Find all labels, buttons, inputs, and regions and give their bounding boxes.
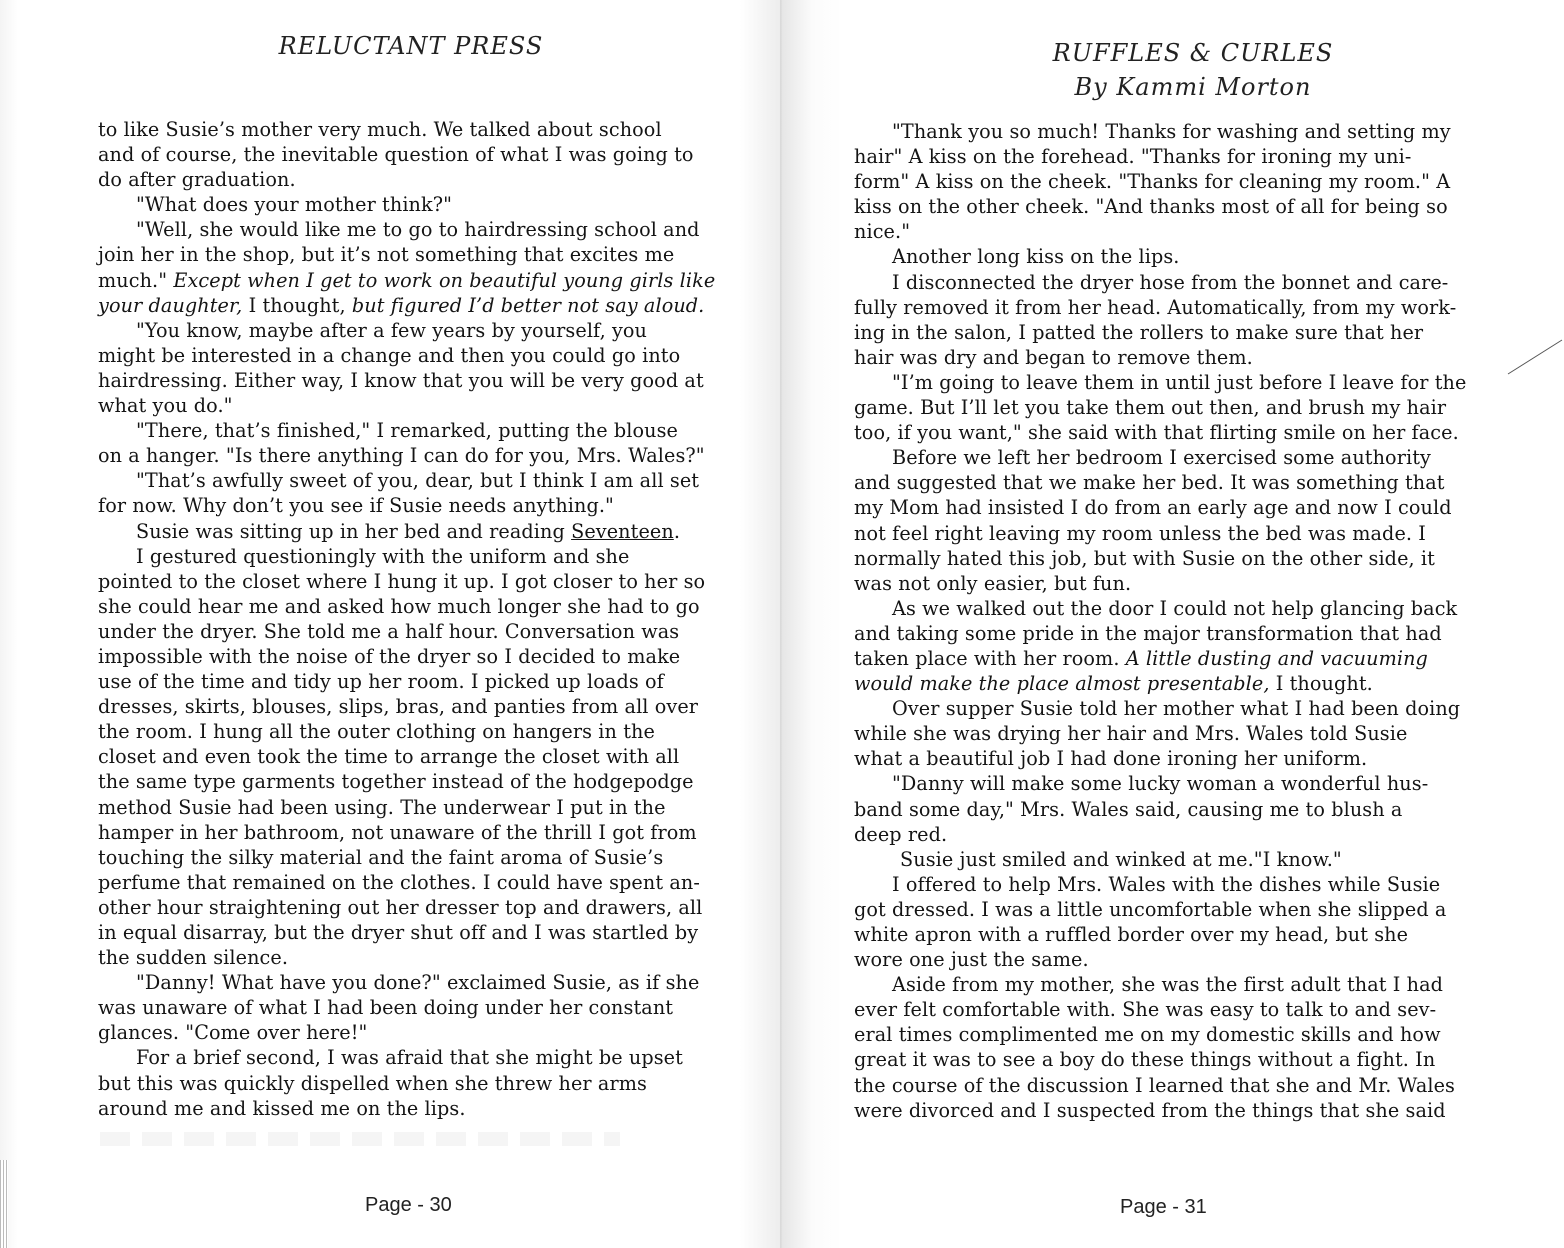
- text-line: Aside from my mother, she was the first adult that I had: [892, 973, 1444, 997]
- running-header: RELUCTANT PRESS: [278, 32, 544, 60]
- text-line: normally hated this job, but with Susie on the other side, it: [854, 546, 1435, 570]
- text-line: I disconnected the dryer hose from the bonnet and care-: [892, 270, 1449, 294]
- text-line: "That’s awfully sweet of you, dear, but I think I am all set: [136, 469, 700, 493]
- text-line: ever felt comfortable with. She was easy to talk to and sev-: [854, 998, 1437, 1022]
- text-line: impossible with the noise of the dryer so I decided to make: [98, 644, 681, 668]
- text-line: pointed to the closet where I hung it up. I got closer to her so: [98, 569, 706, 593]
- text-line: while she was drying her hair and Mrs. Wales told Susie: [854, 722, 1408, 746]
- page-body-text: [854, 119, 1484, 1123]
- text-line: got dressed. I was a little uncomfortable when she slipped a: [854, 897, 1447, 921]
- text-line: perfume that remained on the clothes. I could have spent an-: [98, 870, 700, 894]
- italic-thought: but figured I’d better not say aloud.: [351, 293, 705, 317]
- bleed-through-shadow: [100, 1132, 620, 1146]
- text-line: great it was to see a boy do these things without a fight. In: [854, 1048, 1436, 1072]
- text-line: hair" A kiss on the forehead. "Thanks for ironing my uni-: [854, 145, 1412, 169]
- text-line: wore one just the same.: [854, 948, 1089, 972]
- text-line: I offered to help Mrs. Wales with the dishes while Susie: [892, 872, 1441, 896]
- page-edge-stack: [0, 1160, 8, 1248]
- text-line: what a beautiful job I had done ironing her uniform.: [854, 747, 1368, 771]
- text-line: use of the time and tidy up her room. I picked up loads of: [98, 670, 664, 694]
- text-line: for now. Why don’t you see if Susie needs anything.": [98, 494, 614, 518]
- text-line: band some day," Mrs. Wales said, causing me to blush a: [854, 797, 1403, 821]
- text-line: hamper in her bathroom, not unaware of the thrill I got from: [98, 820, 697, 844]
- text-line: might be interested in a change and then you could go into: [98, 343, 681, 367]
- text-line: the course of the discussion I learned that she and Mr. Wales: [854, 1073, 1456, 1097]
- text-line: closet and even took the time to arrange the closet with all: [98, 745, 680, 769]
- text-line: touching the silky material and the faint aroma of Susie’s: [98, 845, 664, 869]
- text-line: [98, 519, 738, 544]
- text-line: the same type garments together instead of the hodgepodge: [98, 770, 694, 794]
- text-run: Susie was sitting up in her bed and reading: [136, 519, 572, 543]
- text-line: dresses, skirts, blouses, slips, bras, and panties from all over: [98, 695, 699, 719]
- text-line: the sudden silence.: [98, 946, 289, 970]
- text-line: kiss on the other cheek. "And thanks most of all for being so: [854, 195, 1448, 219]
- text-line: my Mom had insisted I do from an early age and now I could: [854, 496, 1452, 520]
- text-line: glances. "Come over here!": [98, 1021, 368, 1045]
- text-line: she could hear me and asked how much longer she had to go: [98, 594, 700, 618]
- text-run: .: [673, 519, 681, 543]
- text-line: the room. I hung all the outer clothing on hangers in the: [98, 720, 655, 744]
- text-line: Over supper Susie told her mother what I had been doing: [892, 697, 1461, 721]
- text-line: As we walked out the door I could not help glancing back: [892, 596, 1458, 620]
- text-line: "Well, she would like me to go to hairdressing school and: [136, 218, 700, 242]
- text-line: nice.": [854, 220, 911, 244]
- text-line: but this was quickly dispelled when she threw her arms: [98, 1071, 647, 1095]
- text-line: form" A kiss on the cheek. "Thanks for cleaning my room." A: [854, 170, 1451, 194]
- page-number: Page - 31: [1120, 1196, 1207, 1218]
- page-number: Page - 30: [365, 1194, 452, 1216]
- author-byline: By Kammi Morton: [1074, 73, 1312, 101]
- text-run: I thought.: [1275, 672, 1373, 696]
- text-line: Another long kiss on the lips.: [892, 245, 1180, 269]
- italic-thought: A little dusting and vacuuming: [1125, 646, 1428, 670]
- text-line: [98, 293, 738, 318]
- text-line: was not only easier, but fun.: [854, 571, 1132, 595]
- text-line: [854, 646, 1484, 671]
- text-line: in equal disarray, but the dryer shut off and I was startled by: [98, 921, 699, 944]
- text-line: Before we left her bedroom I exercised some authority: [892, 446, 1431, 470]
- text-line: hair was dry and began to remove them.: [854, 345, 1253, 369]
- text-line: "Danny! What have you done?" exclaimed Susie, as if she: [136, 971, 700, 995]
- text-line: deep red.: [854, 822, 948, 846]
- text-line: to like Susie’s mother very much. We talked about school: [98, 118, 662, 141]
- text-line: and taking some pride in the major transformation that had: [854, 621, 1442, 645]
- page-body-text: [98, 117, 738, 1121]
- text-run: taken place with her room.: [854, 646, 1126, 670]
- text-line: game. But I’ll let you take them out then, and brush my hair: [854, 396, 1447, 420]
- text-line: "What does your mother think?": [136, 193, 453, 217]
- text-run: I thought,: [248, 293, 352, 317]
- italic-thought: Except when I get to work on beautiful young girls like: [173, 268, 716, 292]
- text-line: was unaware of what I had been doing under her constant: [98, 996, 674, 1020]
- text-line: fully removed it from her head. Automatically, from my work-: [854, 295, 1457, 319]
- text-line: eral times complimented me on my domestic skills and how: [854, 1023, 1441, 1047]
- text-run: much.": [98, 268, 174, 292]
- text-line: "There, that’s finished," I remarked, putting the blouse: [136, 419, 678, 443]
- text-line: do after graduation.: [98, 168, 296, 192]
- text-line: [854, 671, 1484, 696]
- italic-thought: would make the place almost presentable,: [854, 672, 1276, 696]
- text-line: "You know, maybe after a few years by yourself, you: [136, 318, 648, 342]
- text-line: not feel right leaving my room unless the bed was made. I: [854, 521, 1426, 545]
- magazine-title: Seventeen: [571, 519, 674, 543]
- text-line: [98, 268, 738, 293]
- text-line: and of course, the inevitable question of what I was going to: [98, 143, 694, 167]
- text-line: and suggested that we make her bed. It was something that: [854, 471, 1445, 495]
- running-header: [822, 36, 1564, 104]
- text-line: Susie just smiled and winked at me."I know.": [900, 847, 1342, 871]
- text-line: white apron with a ruffled border over my head, but she: [854, 923, 1409, 946]
- text-line: on a hanger. "Is there anything I can do for you, Mrs. Wales?": [98, 444, 705, 468]
- text-line: I gestured questioningly with the uniform and she: [136, 544, 630, 568]
- right-page: [782, 0, 1564, 1248]
- text-line: join her in the shop, but it’s not something that excites me: [98, 243, 675, 267]
- text-line: other hour straightening out her dresser top and drawers, all: [98, 895, 703, 919]
- text-line: method Susie had been using. The underwear I put in the: [98, 795, 666, 819]
- text-line: under the dryer. She told me a half hour. Conversation was: [98, 619, 680, 643]
- text-line: what you do.": [98, 394, 233, 418]
- text-line: "Danny will make some lucky woman a wonderful hus-: [892, 772, 1429, 796]
- pen-mark: [1504, 338, 1564, 378]
- text-line: hairdressing. Either way, I know that you will be very good at: [98, 368, 704, 392]
- text-line: "I’m going to leave them in until just before I leave for the: [892, 370, 1467, 394]
- text-line: For a brief second, I was afraid that she might be upset: [136, 1046, 683, 1070]
- text-line: "Thank you so much! Thanks for washing and setting my: [892, 120, 1451, 143]
- text-line: ing in the salon, I patted the rollers to make sure that her: [854, 320, 1424, 344]
- story-title: RUFFLES & CURLES: [1052, 39, 1334, 67]
- text-line: were divorced and I suspected from the things that she said: [854, 1098, 1446, 1122]
- text-line: too, if you want," she said with that flirting smile on her face.: [854, 421, 1459, 445]
- text-line: around me and kissed me on the lips.: [98, 1096, 466, 1120]
- italic-thought: your daughter,: [98, 293, 249, 317]
